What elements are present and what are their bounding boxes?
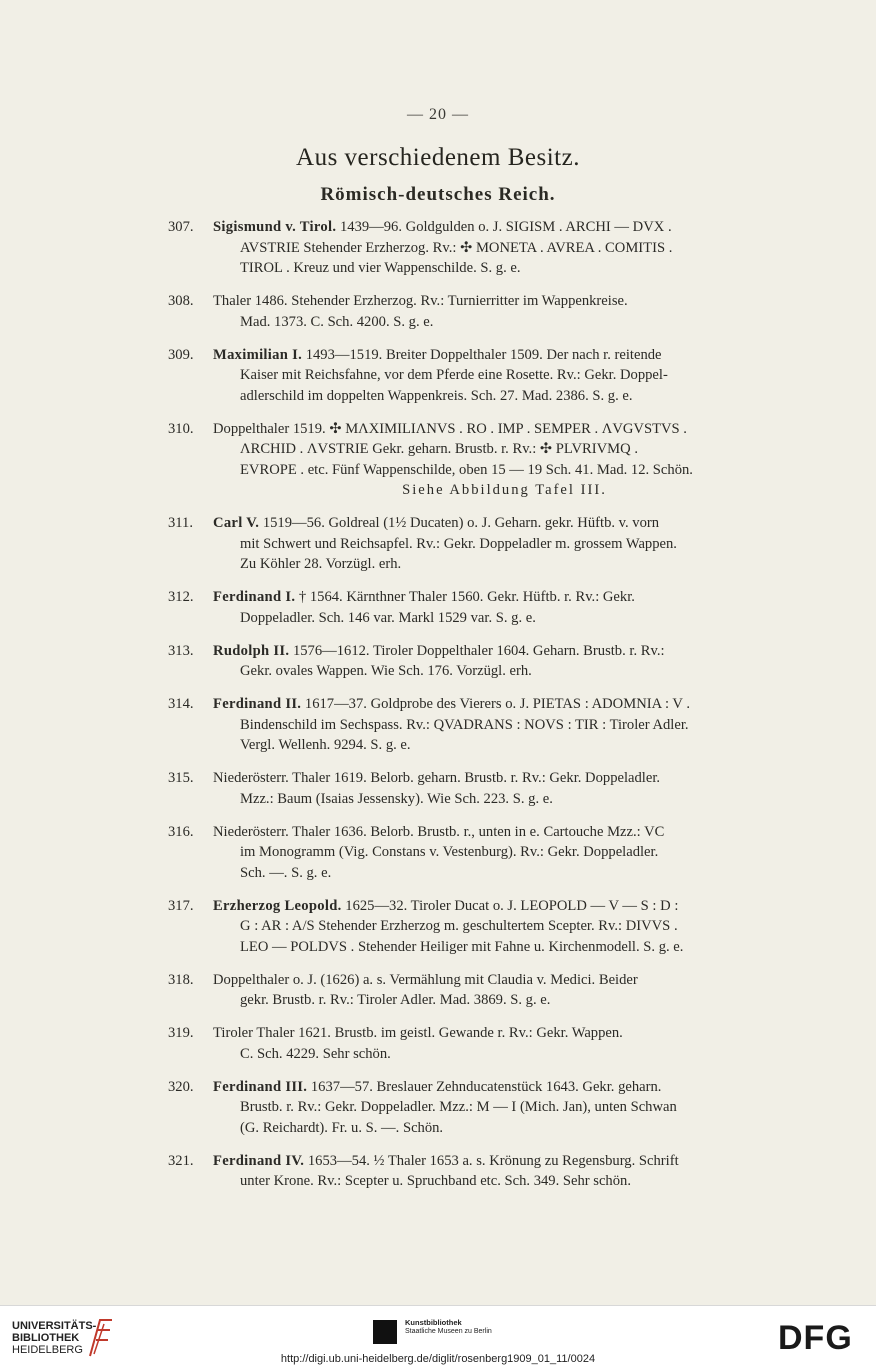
- entry-text: Doppelthaler o. J. (1626) a. s. Vermählung mit Claudia v. Medici. Beider: [213, 971, 638, 988]
- ruler-name: Sigismund v. Tirol.: [213, 219, 337, 235]
- entry-line: [213, 1044, 796, 1065]
- entry-text: Vergl. Wellenh. 9294. S. g. e.: [240, 737, 411, 753]
- catalogue-entry: [0, 641, 876, 682]
- entry-line: [213, 587, 796, 608]
- ruler-name: Ferdinand III.: [213, 1078, 308, 1095]
- ruler-name: Maximilian I.: [213, 346, 303, 363]
- entry-text: LEO — POLDVS . Stehender Heiliger mit Fahne u. Kirchenmodell. S. g. e.: [240, 938, 684, 955]
- entry-text: Zu Köhler 28. Vorzügl. erh.: [240, 556, 402, 572]
- ruler-name: Erzherzog Leopold.: [213, 897, 342, 914]
- page-number: — 20 —: [407, 106, 469, 123]
- entry-text: 1617—37. Goldprobe des Vierers o. J. PIETAS : ADOMNIA : V .: [301, 696, 690, 712]
- entry-text: Doppelthaler 1519. ✣ MΛXIMILIΛNVS . RO . IMP . SEMPER . ΛVGVSTVS .: [213, 420, 687, 437]
- entry-text: 1493—1519. Breiter Doppelthaler 1509. Der nach r. reitende: [302, 346, 662, 363]
- entry-text: TIROL . Kreuz und vier Wappenschilde. S. g. e.: [240, 260, 521, 276]
- uni-logo-line3: HEIDELBERG: [12, 1344, 83, 1356]
- entry-number: 310.: [168, 420, 194, 437]
- entry-line: [213, 937, 796, 958]
- entry-line: [213, 439, 796, 460]
- entry-text: 1439—96. Goldgulden o. J. SIGISM . ARCHI — DVX .: [336, 219, 672, 235]
- entry-line: [213, 345, 796, 366]
- entry-number: 319.: [168, 1025, 194, 1041]
- entry-line: [213, 896, 796, 917]
- page-title: Aus verschiedenem Besitz.: [296, 144, 580, 171]
- entry-number: 314.: [168, 696, 194, 712]
- entry-line: [213, 291, 796, 312]
- ruler-name: Rudolph II.: [213, 642, 290, 659]
- entry-text: 1637—57. Breslauer Zehnducatenstück 1643. Gekr. geharn.: [307, 1078, 662, 1095]
- entry-line: [213, 863, 796, 884]
- entry-line: [213, 608, 796, 629]
- entry-text: Mad. 1373. C. Sch. 4200. S. g. e.: [240, 313, 434, 330]
- catalogue-entry: [0, 513, 876, 575]
- catalogue-entry: [0, 694, 876, 756]
- entry-line: [213, 641, 796, 662]
- entry-text: (G. Reichardt). Fr. u. S. —. Schön.: [240, 1119, 444, 1136]
- entry-line: [213, 768, 796, 789]
- entry-number: 308.: [168, 293, 194, 309]
- entry-text: † 1564. Kärnthner Thaler 1560. Gekr. Hüftb. r. Rv.: Gekr.: [295, 589, 635, 605]
- entry-line: [213, 822, 796, 843]
- uni-heidelberg-logo[interactable]: [12, 1320, 96, 1356]
- entry-line: [213, 661, 796, 682]
- entry-text: AVSTRIE Stehender Erzherzog. Rv.: ✣ MONETA . AVREA . COMITIS .: [240, 239, 673, 256]
- permalink-url[interactable]: http://digi.ub.uni-heidelberg.de/diglit/rosenberg1909_01_11/0024: [280, 1353, 596, 1365]
- entry-line: [213, 990, 796, 1011]
- uni-seal-icon: [86, 1316, 118, 1358]
- entry-text: im Monogramm (Vig. Constans v. Vestenburg). Rv.: Gekr. Doppeladler.: [240, 844, 659, 860]
- entry-number: 315.: [168, 770, 194, 786]
- entry-number: 318.: [168, 971, 194, 988]
- entry-text: Thaler 1486. Stehender Erzherzog. Rv.: Turnierritter im Wappenkreise.: [213, 293, 628, 309]
- entry-number: 309.: [168, 346, 194, 363]
- catalogue-entry: [0, 217, 876, 279]
- entry-number: 307.: [168, 219, 194, 235]
- catalogue-entries: [0, 217, 876, 1204]
- entry-line: [213, 312, 796, 333]
- entry-text: EVROPE . etc. Fünf Wappenschilde, oben 15 — 19 Sch. 41. Mad. 12. Schön.: [240, 461, 693, 478]
- dfg-logo[interactable]: DFG: [778, 1319, 853, 1357]
- entry-number: 316.: [168, 823, 194, 840]
- entry-text: Mzz.: Baum (Isaias Jessensky). Wie Sch. 223. S. g. e.: [240, 790, 553, 807]
- catalogue-entry: [0, 1023, 876, 1064]
- entry-text: 1576—1612. Tiroler Doppelthaler 1604. Geharn. Brustb. r. Rv.:: [289, 642, 665, 659]
- entry-line: [213, 694, 796, 715]
- catalogue-entry: [0, 587, 876, 628]
- entry-text: Sch. —. S. g. e.: [240, 864, 332, 881]
- catalogue-entry: [0, 1077, 876, 1139]
- catalogue-entry: [0, 419, 876, 501]
- ruler-name: Ferdinand IV.: [213, 1152, 305, 1169]
- entry-number: 311.: [168, 515, 193, 531]
- entry-line: [213, 460, 796, 481]
- entry-line: [213, 554, 796, 575]
- entry-text: ΛRCHID . ΛVSTRIE Gekr. geharn. Brustb. r. Rv.: ✣ PLVRIVMQ .: [240, 441, 638, 457]
- section-subtitle: Römisch-deutsches Reich.: [320, 184, 556, 205]
- entry-line: [213, 534, 796, 555]
- entry-text: adlerschild im doppelten Wappenkreis. Sch. 27. Mad. 2386. S. g. e.: [240, 387, 633, 404]
- entry-line: [213, 916, 796, 937]
- entry-text: gekr. Brustb. r. Rv.: Tiroler Adler. Mad. 3869. S. g. e.: [240, 992, 551, 1008]
- entry-line: [213, 970, 796, 991]
- entry-line: [213, 1118, 796, 1139]
- entry-text: G : AR : A/S Stehender Erzherzog m. geschultertem Scepter. Rv.: DIVVS .: [240, 918, 678, 934]
- entry-text: Gekr. ovales Wappen. Wie Sch. 176. Vorzügl. erh.: [240, 663, 532, 679]
- entry-text: C. Sch. 4229. Sehr schön.: [240, 1045, 391, 1062]
- ruler-name: Ferdinand I.: [213, 589, 296, 605]
- entry-text: Niederösterr. Thaler 1636. Belorb. Brustb. r., unten in e. Cartouche Mzz.: VC: [213, 823, 665, 840]
- entry-text: Brustb. r. Rv.: Gekr. Doppeladler. Mzz.: M — I (Mich. Jan), unten Schwan: [240, 1099, 677, 1115]
- kb-line2: Staatliche Museen zu Berlin: [405, 1328, 492, 1335]
- catalogue-entry: [0, 896, 876, 958]
- catalogue-entry: [0, 970, 876, 1011]
- ruler-name: Ferdinand II.: [213, 696, 302, 712]
- entry-line: [213, 365, 796, 386]
- plate-reference: Siehe Abbildung Tafel III.: [402, 482, 607, 498]
- ruler-name: Carl V.: [213, 515, 260, 531]
- entry-line: [213, 217, 796, 238]
- entry-text: 1653—54. ½ Thaler 1653 a. s. Krönung zu Regensburg. Schrift: [304, 1152, 679, 1169]
- entry-line: [213, 789, 796, 810]
- entry-line: [213, 238, 796, 259]
- entry-text: Niederösterr. Thaler 1619. Belorb. geharn. Brustb. r. Rv.: Gekr. Doppeladler.: [213, 770, 661, 786]
- entry-number: 312.: [168, 589, 194, 605]
- entry-text: Bindenschild im Sechspass. Rv.: QVADRANS : NOVS : TIR : Tiroler Adler.: [240, 716, 689, 733]
- entry-text: 1519—56. Goldreal (1½ Ducaten) o. J. Geharn. gekr. Hüftb. v. vorn: [259, 515, 660, 531]
- entry-line: [213, 715, 796, 736]
- entry-number: 320.: [168, 1078, 194, 1095]
- entry-line: [213, 735, 796, 756]
- entry-number: 313.: [168, 642, 194, 659]
- catalogue-entry: [0, 291, 876, 332]
- entry-text: Kaiser mit Reichsfahne, vor dem Pferde eine Rosette. Rv.: Gekr. Doppel-: [240, 367, 668, 383]
- catalogue-entry: [0, 345, 876, 407]
- catalogue-entry: [0, 1151, 876, 1192]
- entry-text: Doppeladler. Sch. 146 var. Markl 1529 var. S. g. e.: [240, 609, 536, 626]
- entry-line: [213, 1171, 796, 1192]
- entry-line: [213, 1023, 796, 1044]
- entry-line: [213, 513, 796, 534]
- entry-line: [213, 1097, 796, 1118]
- entry-line: [213, 842, 796, 863]
- kb-line1: Kunstbibliothek: [405, 1318, 462, 1327]
- uni-logo-line1: UNIVERSITÄTS-: [12, 1320, 97, 1332]
- kunstbibliothek-label[interactable]: [405, 1318, 492, 1336]
- entry-text: mit Schwert und Reichsapfel. Rv.: Gekr. Doppeladler m. grossem Wappen.: [240, 535, 677, 552]
- entry-text: 1625—32. Tiroler Ducat o. J. LEOPOLD — V — S : D :: [341, 897, 679, 914]
- catalogue-entry: [0, 822, 876, 884]
- uni-logo-line2: BIBLIOTHEK: [12, 1332, 80, 1344]
- entry-text: unter Krone. Rv.: Scepter u. Spruchband etc. Sch. 349. Sehr schön.: [240, 1173, 631, 1189]
- entry-line: [213, 419, 796, 440]
- catalogue-entry: [0, 768, 876, 809]
- entry-line: [213, 386, 796, 407]
- kunstbibliothek-logo-icon: [373, 1320, 397, 1344]
- entry-number: 317.: [168, 897, 194, 914]
- entry-line: [213, 258, 796, 279]
- entry-line: [213, 1151, 796, 1172]
- entry-number: 321.: [168, 1152, 194, 1169]
- entry-line: [213, 1077, 796, 1098]
- entry-text: Tiroler Thaler 1621. Brustb. im geistl. Gewande r. Rv.: Gekr. Wappen.: [213, 1025, 623, 1041]
